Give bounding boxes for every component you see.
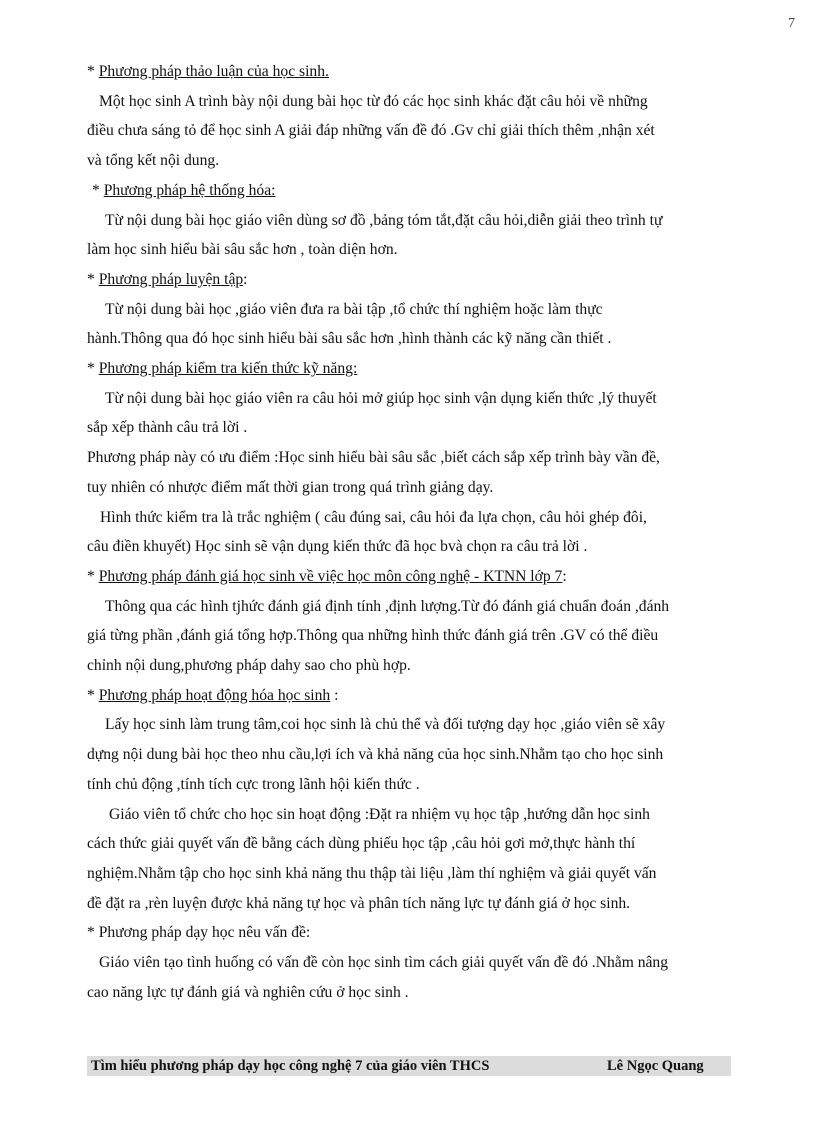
page-footer (87, 1056, 731, 1076)
paragraph-line: cách thức giải quyết vấn đề bằng cách dùng phiếu học tập ,câu hỏi gơi mở,thực hành thí (87, 835, 636, 853)
heading-hoat-dong-hoa: * Phương pháp hoạt động hóa học sinh : (87, 686, 339, 704)
paragraph-line: Một học sinh A trình bày nội dung bài học từ đó các học sinh khác đặt câu hỏi về những (99, 92, 648, 110)
paragraph-line: cao năng lực tự đánh giá và nghiên cứu ở học sinh . (87, 983, 409, 1001)
paragraph-line: dựng nội dung bài học theo nhu cầu,lợi ích và khả năng của học sinh.Nhằm tạo cho học sinh (87, 746, 664, 764)
heading-luyen-tap: * Phương pháp luyện tập: (87, 270, 248, 288)
paragraph-line: và tổng kết nội dung. (87, 152, 220, 170)
paragraph-line: hành.Thông qua đó học sinh hiểu bài sâu sắc hơn ,hình thành các kỹ năng cần thiết . (87, 330, 612, 348)
paragraph-line: Giáo viên tạo tình huống có vấn đề còn học sinh tìm cách giải quyết vấn đề đó .Nhằm nâng (99, 954, 669, 972)
heading-danh-gia: * Phương pháp đánh giá học sinh về việc học môn công nghệ - KTNN lớp 7: (87, 567, 567, 585)
page-number: 7 (788, 16, 795, 31)
paragraph-line: Thông qua các hình tjhức đánh giá định tính ,định lượng.Từ đó đánh giá chuẩn đoán ,đánh (105, 597, 670, 615)
paragraph-line: Giáo viên tổ chức cho học sin hoạt động :Đặt ra nhiệm vụ học tập ,hướng dẫn học sinh (109, 805, 650, 823)
paragraph-line: đề đặt ra ,rèn luyện được khả năng tự học và phân tích năng lực tự đánh giá ở học sinh. (87, 894, 631, 912)
heading-he-thong-hoa: * Phương pháp hệ thống hóa: (92, 181, 276, 199)
footer-author: Lê Ngọc Quang (607, 1058, 704, 1074)
paragraph-line: Từ nội dung bài học giáo viên ra câu hỏi mở giúp học sinh vận dụng kiến thức ,lý thuyết (105, 389, 657, 407)
paragraph-line: giá từng phần ,đánh giá tổng hợp.Thông qua những hình thức đánh giá trên .GV có thể điều (87, 627, 659, 645)
paragraph-line: câu điền khuyết) Học sinh sẽ vận dụng kiến thức đã học bvà chọn ra câu trả lời . (87, 538, 588, 556)
paragraph-line: Từ nội dung bài học giáo viên dùng sơ đồ ,bảng tóm tắt,đặt câu hỏi,diễn giải theo trình tự (105, 211, 663, 229)
paragraph-line: nghiệm.Nhằm tập cho học sinh khả năng thu thập tài liệu ,làm thí nghiệm và giải quyết vấn (87, 864, 657, 882)
heading-kiem-tra: * Phương pháp kiểm tra kiến thức kỹ năng: (87, 360, 358, 378)
paragraph-line: điều chưa sáng tỏ để học sinh A giải đáp những vấn đề đó .Gv chỉ giải thích thêm ,nhận xét (87, 122, 655, 140)
paragraph-line: Hình thức kiểm tra là trắc nghiệm ( câu đúng sai, câu hỏi đa lựa chọn, câu hỏi ghép đôi, (100, 508, 647, 526)
paragraph-line: chỉnh nội dung,phương pháp dahy sao cho phù hợp. (87, 657, 411, 675)
paragraph-line: Lấy học sinh làm trung tâm,coi học sinh là chủ thể và đối tượng dạy học ,giáo viên sẽ xây (105, 716, 666, 734)
heading-thao-luan: * Phương pháp thảo luận của học sinh. (87, 63, 329, 80)
paragraph-line: tuy nhiên có nhược điểm mất thời gian trong quá trình giảng dạy. (87, 478, 494, 496)
footer-title: Tìm hiểu phương pháp dạy học công nghệ 7 của giáo viên THCS (91, 1058, 490, 1074)
paragraph-line: làm học sinh hiểu bài sâu sắc hơn , toàn diện hơn. (87, 241, 398, 259)
document-body (87, 57, 752, 1008)
paragraph-line: Phương pháp này có ưu điểm :Học sinh hiểu bài sâu sắc ,biết cách sắp xếp trình bày vần đề, (87, 449, 660, 467)
paragraph-line: tính chủ động ,tính tích cực trong lãnh hội kiến thức . (87, 775, 420, 793)
heading-neu-van-de: * Phương pháp dạy học nêu vấn đề: (87, 924, 311, 942)
paragraph-line: Từ nội dung bài học ,giáo viên đưa ra bài tập ,tổ chức thí nghiệm hoặc làm thực (105, 300, 603, 318)
paragraph-line: sắp xếp thành câu trả lời . (87, 419, 248, 437)
